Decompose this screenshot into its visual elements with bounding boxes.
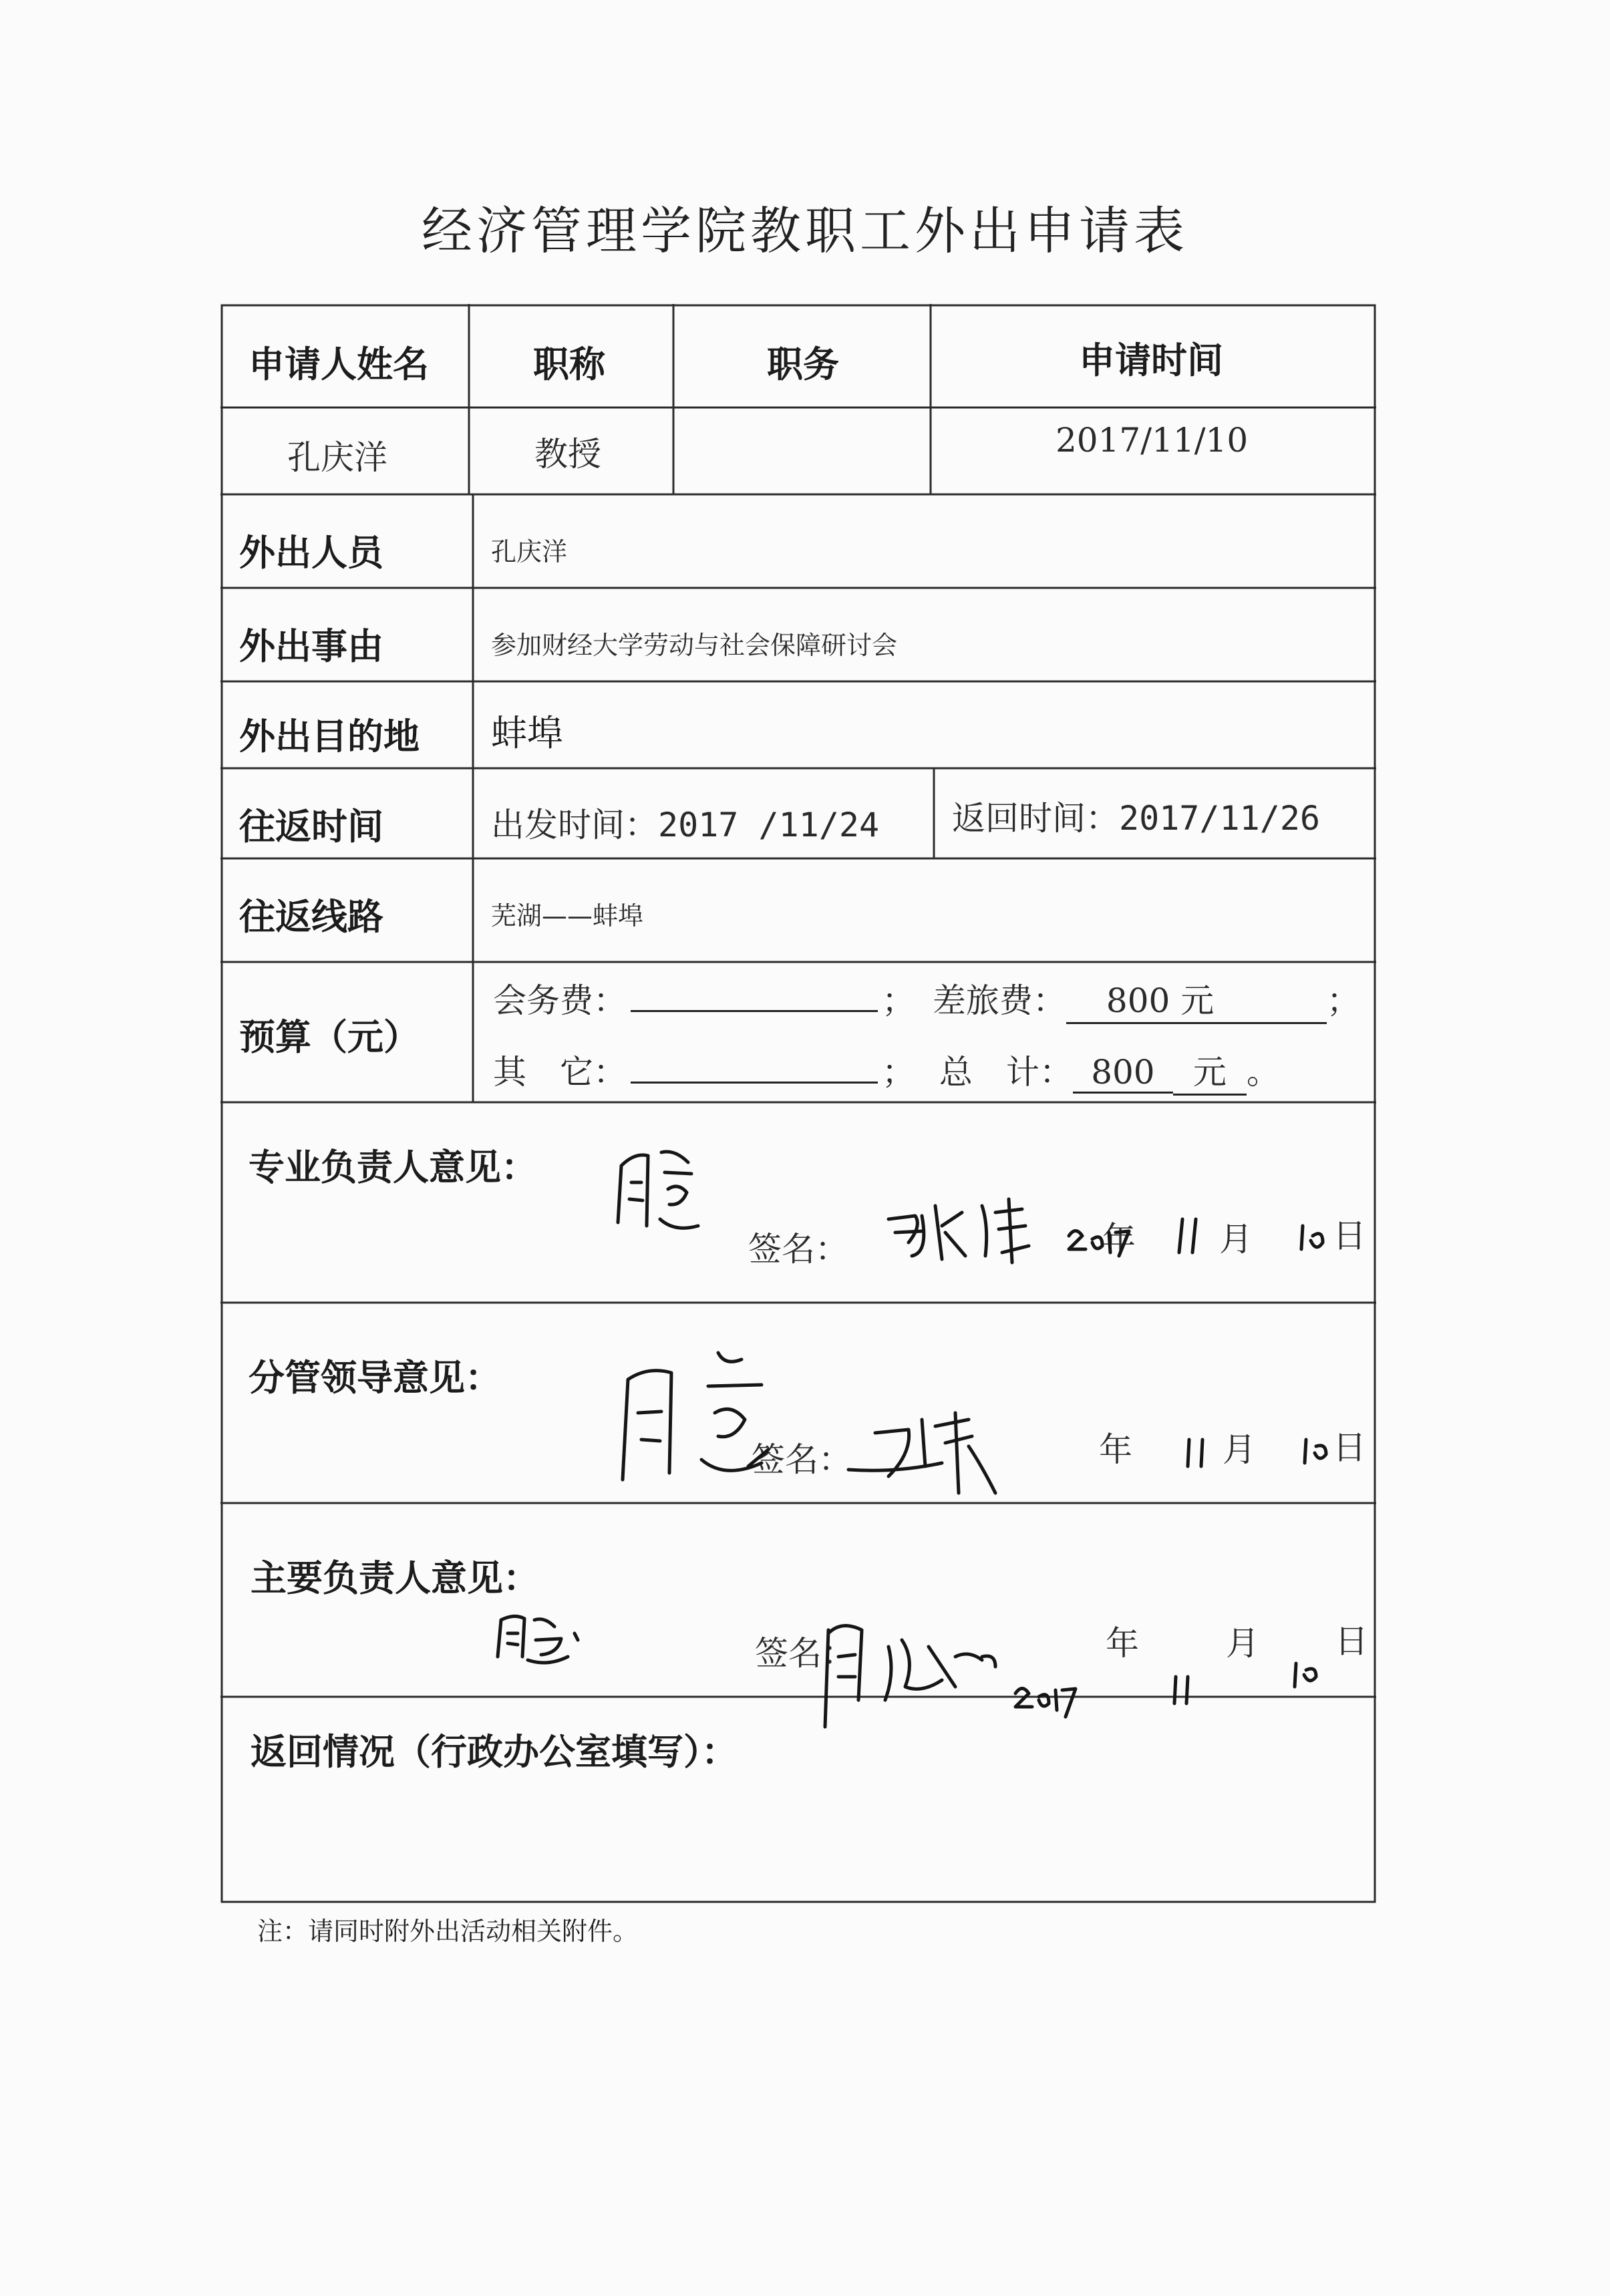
division-leader-opinion-label: 分管领导意见： bbox=[249, 1357, 501, 1399]
conference-fee-blank bbox=[631, 978, 878, 1012]
major-head-handwriting bbox=[608, 1126, 1343, 1273]
major-head-month: 月 bbox=[1219, 1220, 1253, 1259]
return-situation-label: 返回情况（行政办公室填写）： bbox=[251, 1731, 738, 1773]
applicant-name-header: 申请人姓名 bbox=[249, 343, 429, 385]
destination-value: 蚌埠 bbox=[491, 712, 563, 754]
travel-fee-label: 差旅费： bbox=[932, 981, 1066, 1020]
division-leader-day: 日 bbox=[1333, 1428, 1366, 1467]
budget-line-1 bbox=[493, 974, 1360, 1024]
division-leader-sign-label: 签名： bbox=[752, 1440, 852, 1479]
total-unit: 元 bbox=[1173, 1045, 1247, 1096]
principal-opinion-label: 主要负责人意见： bbox=[251, 1557, 539, 1599]
destination-label: 外出目的地 bbox=[239, 715, 420, 758]
route-label: 往返线路 bbox=[239, 896, 383, 938]
title-header: 职称 bbox=[533, 343, 605, 385]
travel-fee-value: 800 元 bbox=[1066, 974, 1327, 1024]
major-head-opinion-label: 专业负责人意见： bbox=[249, 1146, 537, 1188]
travel-fee-end: ； bbox=[1326, 981, 1360, 1020]
division-leader-handwriting bbox=[608, 1313, 1343, 1513]
principal-month: 月 bbox=[1226, 1624, 1259, 1663]
return-time: 返回时间：2017/11/26 bbox=[952, 799, 1321, 838]
total-label: 总 计： bbox=[939, 1053, 1073, 1092]
depart-time: 出发时间：2017 /11/24 bbox=[491, 806, 880, 844]
application-date-value: 2017/11/10 bbox=[1056, 421, 1249, 460]
major-head-year: 年 bbox=[1102, 1220, 1136, 1259]
conference-fee-end: ； bbox=[882, 981, 915, 1020]
position-header: 职务 bbox=[767, 343, 839, 385]
personnel-label: 外出人员 bbox=[239, 532, 383, 574]
personnel-value: 孔庆洋 bbox=[491, 537, 568, 566]
travel-time-label: 往返时间 bbox=[239, 806, 383, 848]
major-head-day: 日 bbox=[1333, 1216, 1366, 1255]
division-leader-year: 年 bbox=[1099, 1430, 1132, 1469]
principal-day: 日 bbox=[1335, 1622, 1368, 1661]
reason-value: 参加财经大学劳动与社会保障研讨会 bbox=[491, 631, 898, 660]
applicant-name-value: 孔庆洋 bbox=[287, 438, 387, 477]
application-date-header: 申请时间 bbox=[1079, 339, 1223, 381]
total-value: 800 bbox=[1073, 1053, 1173, 1094]
budget-label: 预算（元） bbox=[239, 1016, 420, 1058]
reason-label: 外出事由 bbox=[239, 625, 383, 667]
principal-year: 年 bbox=[1106, 1624, 1139, 1663]
budget-line-2 bbox=[493, 1045, 1280, 1096]
other-fee-end: ； bbox=[882, 1053, 915, 1092]
division-leader-month: 月 bbox=[1223, 1430, 1256, 1469]
form-title: 经济管理学院教职工外出申请表 bbox=[422, 201, 1188, 261]
major-head-sign-label: 签名： bbox=[748, 1230, 848, 1269]
footnote: 注：请同时附外出活动相关附件。 bbox=[257, 1917, 639, 1946]
other-fee-blank bbox=[631, 1049, 878, 1084]
application-form-table bbox=[220, 304, 1376, 1904]
conference-fee-label: 会务费： bbox=[493, 981, 627, 1020]
title-value: 教授 bbox=[534, 435, 601, 474]
total-end: 。 bbox=[1246, 1053, 1280, 1092]
other-fee-label: 其 它： bbox=[493, 1053, 627, 1092]
route-value: 芜湖——蚌埠 bbox=[491, 901, 644, 931]
principal-sign-label: 签名： bbox=[755, 1634, 855, 1673]
